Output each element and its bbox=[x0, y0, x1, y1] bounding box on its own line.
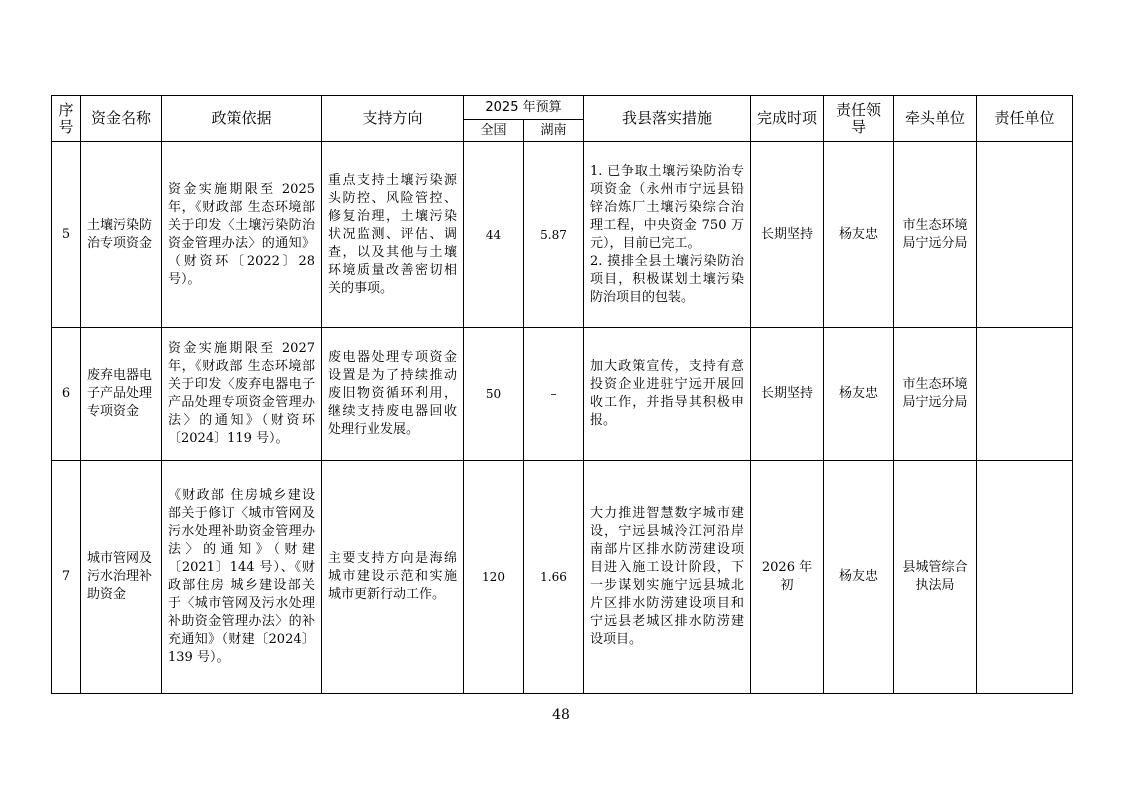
cell-responsible-leader: 杨友忠 bbox=[824, 142, 894, 328]
cell-county-measures: 加大政策宣传，支持有意投资企业进驻宁远开展回收工作，并指导其积极申报。 bbox=[584, 328, 751, 461]
table-row bbox=[52, 142, 1073, 328]
header-policy-basis: 政策依据 bbox=[162, 96, 322, 142]
table-row bbox=[52, 328, 1073, 461]
cell-support-direction: 重点支持土壤污染源头防控、风险管控、修复治理，土壤污染状况监测、评估、调查，以及其他与土壤环境质量改善密切相关的事项。 bbox=[322, 142, 464, 328]
header-budget-2025: 2025 年预算 bbox=[464, 96, 584, 120]
cell-budget-national: 44 bbox=[464, 142, 524, 328]
cell-county-measures: 大力推进智慧数字城市建设，宁远县城泠江河沿岸南部片区排水防涝建设项目进入施工设计阶段，下一步谋划实施宁远县城北片区排水防涝建设项目和宁远县老城区排水防涝建设项目。 bbox=[584, 461, 751, 694]
header-county-measures: 我县落实措施 bbox=[584, 96, 751, 142]
header-budget-national: 全国 bbox=[464, 120, 524, 142]
cell-county-measures: 1. 已争取土壤污染防治专项资金（永州市宁远县铅锌冶炼厂土壤污染综合治理工程，中央资金 750 万元），目前已完工。 2. 摸排全县土壤污染防治项目，积极谋划土壤污染防治项目的包装。 bbox=[584, 142, 751, 328]
header-responsible-leader: 责任领导 bbox=[824, 96, 894, 142]
header-budget-hunan: 湖南 bbox=[524, 120, 584, 142]
table-row bbox=[52, 461, 1073, 694]
header-lead-unit: 牵头单位 bbox=[894, 96, 977, 142]
cell-completion-time: 长期坚持 bbox=[751, 328, 824, 461]
cell-fund-name: 城市管网及污水治理补助资金 bbox=[81, 461, 162, 694]
cell-seq: 6 bbox=[52, 328, 81, 461]
cell-lead-unit: 市生态环境局宁远分局 bbox=[894, 142, 977, 328]
header-fund-name: 资金名称 bbox=[81, 96, 162, 142]
cell-responsible-leader: 杨友忠 bbox=[824, 461, 894, 694]
cell-seq: 5 bbox=[52, 142, 81, 328]
header-completion-time: 完成时项 bbox=[751, 96, 824, 142]
policy-table bbox=[51, 95, 1073, 694]
table-header-row bbox=[52, 96, 1073, 120]
cell-budget-national: 50 bbox=[464, 328, 524, 461]
header-responsible-unit: 责任单位 bbox=[977, 96, 1073, 142]
cell-responsible-leader: 杨友忠 bbox=[824, 328, 894, 461]
cell-support-direction: 主要支持方向是海绵城市建设示范和实施城市更新行动工作。 bbox=[322, 461, 464, 694]
cell-budget-hunan: 5.87 bbox=[524, 142, 584, 328]
cell-completion-time: 2026 年初 bbox=[751, 461, 824, 694]
header-seq: 序号 bbox=[52, 96, 81, 142]
cell-responsible-unit bbox=[977, 142, 1073, 328]
cell-policy-basis: 资金实施期限至 2025 年，《财政部 生态环境部关于印发〈土壤污染防治资金管理办法〉的通知》（财资环〔2022〕28 号）。 bbox=[162, 142, 322, 328]
cell-seq: 7 bbox=[52, 461, 81, 694]
cell-responsible-unit bbox=[977, 328, 1073, 461]
cell-budget-national: 120 bbox=[464, 461, 524, 694]
cell-responsible-unit bbox=[977, 461, 1073, 694]
cell-lead-unit: 市生态环境局宁远分局 bbox=[894, 328, 977, 461]
cell-fund-name: 废弃电器电子产品处理专项资金 bbox=[81, 328, 162, 461]
cell-policy-basis: 资金实施期限至 2027 年，《财政部 生态环境部关于印发〈废弃电器电子产品处理专项资金管理办法〉的通知》（财资环〔2024〕119 号）。 bbox=[162, 328, 322, 461]
cell-support-direction: 废电器处理专项资金设置是为了持续推动废旧物资循环利用，继续支持废电器回收处理行业发展。 bbox=[322, 328, 464, 461]
cell-policy-basis: 《财政部 住房城乡建设部关于修订〈城市管网及污水处理补助资金管理办法〉的通知》（财建〔2021〕144 号）、《财政部住房 城乡建设部关于〈城市管网及污水处理补助资金管理办法〉的补充通知》（财建〔2024〕139 号）。 bbox=[162, 461, 322, 694]
cell-lead-unit: 县城管综合执法局 bbox=[894, 461, 977, 694]
cell-completion-time: 长期坚持 bbox=[751, 142, 824, 328]
page-number: 48 bbox=[552, 707, 570, 723]
header-support-direction: 支持方向 bbox=[322, 96, 464, 142]
cell-budget-hunan: 1.66 bbox=[524, 461, 584, 694]
cell-fund-name: 土壤污染防治专项资金 bbox=[81, 142, 162, 328]
cell-budget-hunan: – bbox=[524, 328, 584, 461]
